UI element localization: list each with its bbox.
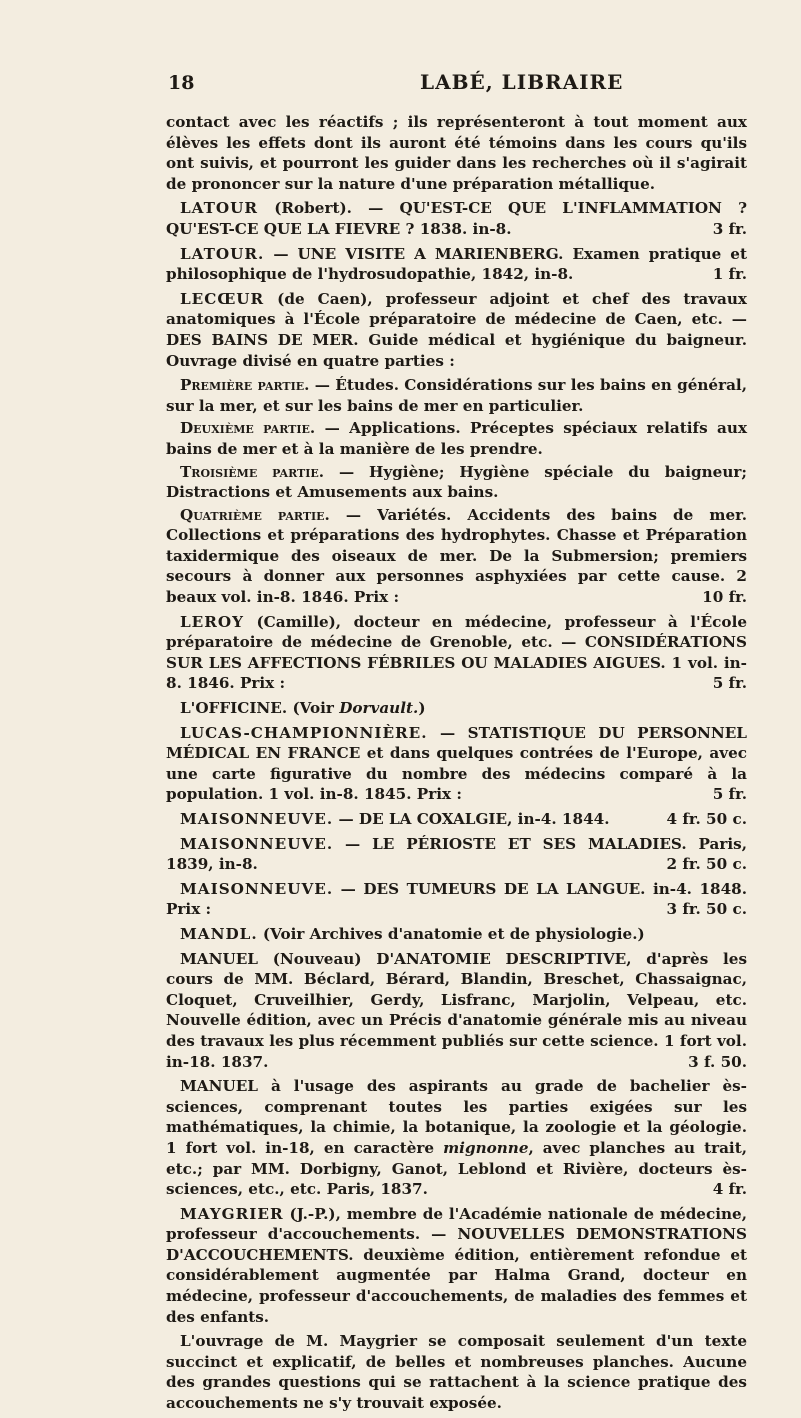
entry-part: Quatrième partie. — Variétés. Accidents des bains de mer. Collections et préparations des hydrophytes. Chasse et Préparation taxidermique des oiseaux de mer. De la Submersion; premiers secours à donner aux personnes asphyxiées par cette cause. 2 beaux vol. in-8. 1846. Prix : 10 fr. [166, 505, 747, 607]
entry-price: 10 fr. [702, 588, 747, 607]
entry-price: 4 fr. [712, 1180, 747, 1199]
entry-author: LATOUR. [180, 244, 265, 263]
entry-price: 1 fr. [712, 265, 747, 284]
page-number: 18 [168, 72, 195, 94]
entry-author: LEROY [180, 612, 244, 631]
entry-description: L'ouvrage de M. Maygrier se composait seulement d'un texte succinct et explicatif, de belles et nombreuses planches. Aucune des grandes questions qui se rattachent à la science pratique des accouchements ne s'y trouvait exposée. [166, 1332, 747, 1413]
catalog-entry: MANUEL à l'usage des aspirants au grade de bachelier ès-sciences, comprenant toutes les parties exigées sur les mathématiques, la chimie, la botanique, la zoologie et la géologie. 1 fort vol. in-18, en caractère mignonne, avec planches au trait, etc.; par MM. Dorbigny, Ganot, Leblond et Rivière, docteurs ès-sciences, etc., etc. Paris, 1837. 4 fr. [166, 1077, 748, 1199]
catalog-entry: MAYGRIER (J.-P.), membre de l'Académie nationale de médecine, professeur d'accouchements. — NOUVELLES DEMONSTRATIONS D'ACCOUCHEMENTS. deuxième édition, entièrement refondue et considérablement augmentée par Halma Grand, docteur en médecine, professeur d'accouchements, de maladies des femmes et des enfants. [166, 1204, 747, 1326]
catalog-body [166, 112, 747, 1418]
catalog-entry: LATOUR (Robert). — QU'EST-CE QUE L'INFLAMMATION ? QU'EST-CE QUE LA FIEVRE ? 1838. in-8. 3 fr. [166, 199, 748, 238]
entry-author: MAISONNEUVE. [180, 810, 334, 828]
entry-price: 5 fr. [712, 785, 747, 804]
entry-price: 5 fr. [712, 674, 747, 693]
entry-author: MAISONNEUVE. [180, 879, 334, 898]
entry-continuation: contact avec les réactifs ; ils représenteront à tout moment aux élèves les effets dont ils auront été témoins dans les cours qu'ils ont suivis, et pourront les guider dans les recherches où il s'agirait de prononcer sur la nature d'une préparation métallique. [166, 113, 747, 193]
entry-price: 3 fr. 50 c. [666, 900, 747, 919]
entry-part: Deuxième partie. — Applications. Préceptes spéciaux relatifs aux bains de mer et à la manière de les prendre. [166, 419, 747, 458]
entry-price: 4 fr. 50 c. [666, 810, 747, 828]
entry-price: 3 f. 50. [688, 1052, 747, 1071]
catalog-entry: MAISONNEUVE. — DE LA COXALGIE, in-4. 1844. 4 fr. 50 c. [180, 810, 747, 828]
entry-author: LATOUR [180, 199, 259, 218]
catalog-entry: MAISONNEUVE. — LE PÉRIOSTE ET SES MALADIES. Paris, 1839, in-8. 2 fr. 50 c. [166, 834, 747, 874]
running-title: LABÉ, LIBRAIRE [420, 70, 624, 94]
catalog-entry: MAISONNEUVE. — DES TUMEURS DE LA LANGUE. in-4. 1848. Prix : 3 fr. 50 c. [166, 879, 748, 919]
entry-author: MANDL. [180, 924, 258, 943]
catalog-entry: L'OFFICINE. (Voir Dorvault.) [180, 699, 426, 718]
entry-price: 2 fr. 50 c. [666, 855, 747, 874]
catalog-entry: LECŒUR (de Caen), professeur adjoint et chef des travaux anatomiques à l'École préparatoire de médecine de Caen, etc. — DES BAINS DE MER. Guide médical et hygiénique du baigneur. Ouvrage divisé en quatre parties : [166, 289, 747, 370]
entry-author: MAISONNEUVE. [180, 834, 334, 853]
catalog-entry: MANDL. (Voir Archives d'anatomie et de physiologie.) [180, 924, 645, 943]
catalog-entry: LUCAS-CHAMPIONNIÈRE. — STATISTIQUE DU PERSONNEL MÉDICAL EN FRANCE et dans quelques contrées de l'Europe, avec une carte figurative du nombre des médecins comparé à la population. 1 vol. in-8. 1845. Prix : 5 fr. [166, 723, 747, 804]
entry-price: 3 fr. [712, 219, 747, 238]
catalog-entry: MANUEL (Nouveau) D'ANATOMIE DESCRIPTIVE, d'après les cours de MM. Béclard, Bérard, Blandin, Breschet, Chassaignac, Cloquet, Cruveilhier, Gerdy, Lisfranc, Marjolin, Velpeau, etc. Nouvelle édition, avec un Précis d'anatomie générale mis au niveau des travaux les plus récemment publiés sur cette science. 1 fort vol. in-18. 1837. 3 f. 50. [166, 949, 747, 1071]
entry-author: MAYGRIER [180, 1204, 284, 1223]
entry-part: Première partie. — Études. Considérations sur les bains en général, sur la mer, et sur les bains de mer en particulier. [166, 376, 747, 415]
catalog-entry: LEROY (Camille), docteur en médecine, professeur à l'École préparatoire de médecine de Grenoble, etc. — CONSIDÉRATIONS SUR LES AFFECTIONS FÉBRILES OU MALADIES AIGUES. 1 vol. in-8. 1846. Prix : 5 fr. [166, 612, 747, 693]
entry-part: Troisième partie. — Hygiène; Hygiène spéciale du baigneur; Distractions et Amusements aux bains. [166, 462, 747, 502]
catalog-entry: LATOUR. — UNE VISITE A MARIENBERG. Examen pratique et philosophique de l'hydrosudopathie, 1842, in-8. 1 fr. [166, 244, 747, 284]
entry-author: LECŒUR [180, 289, 265, 308]
entry-author: LUCAS-CHAMPIONNIÈRE. [180, 723, 428, 742]
